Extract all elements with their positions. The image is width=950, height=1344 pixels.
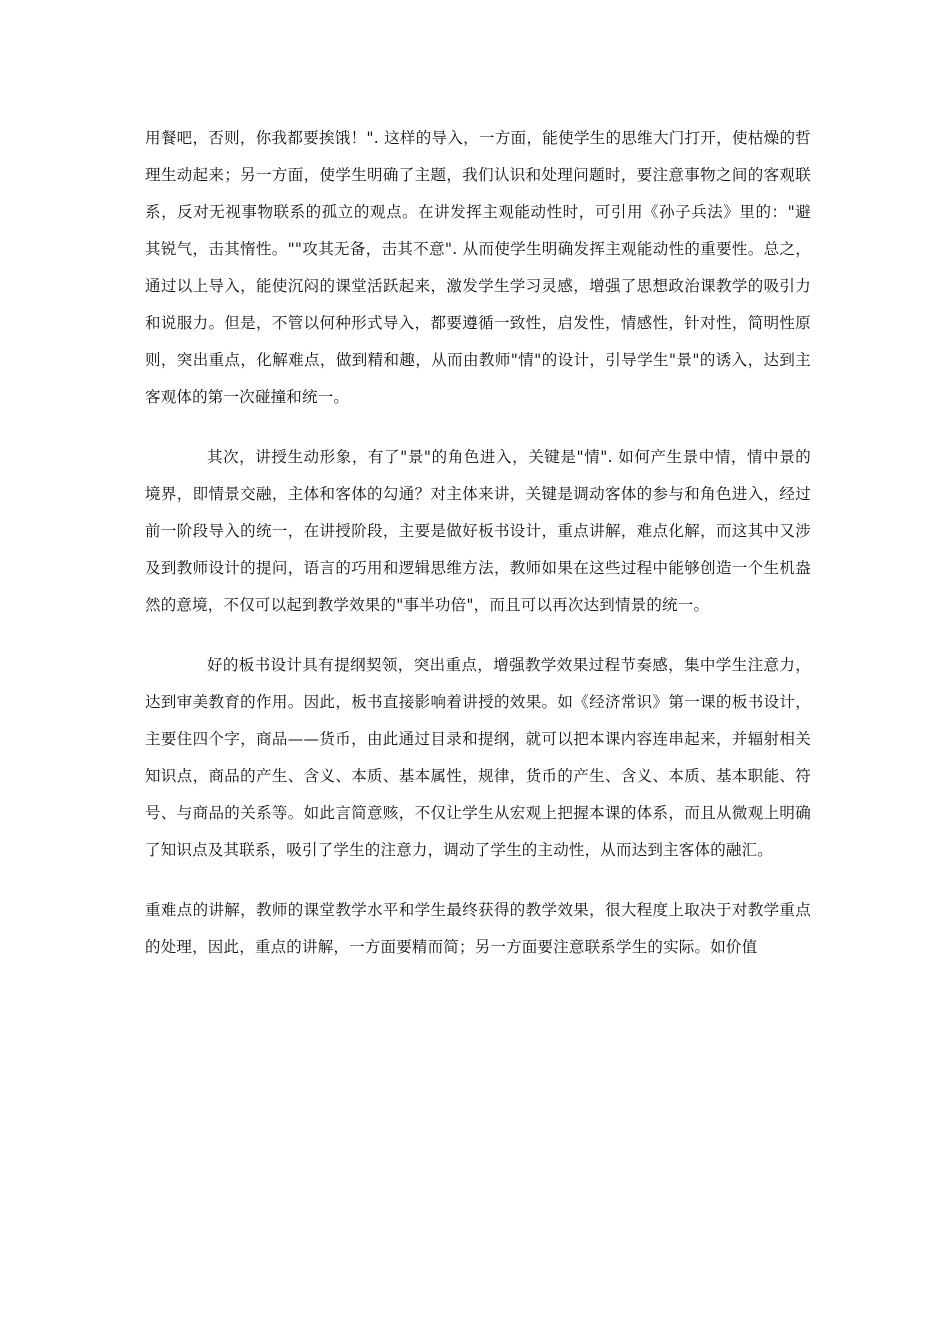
paragraph-gap [145,416,811,439]
document-body [145,120,811,966]
paragraph-gap [145,624,811,647]
paragraph-1: 用餐吧，否则，你我都要挨饿！". 这样的导入，一方面，能使学生的思维大门打开，使枯燥的哲理生动起来；另一方面，使学生明确了主题，我们认识和处理问题时，要注意事物之间的客观联系，反对无视事物联系的孤立的观点。在讲发挥主观能动性时，可引用《孙子兵法》里的："避其锐气，击其惰性。""攻其无备，击其不意". 从而使学生明确发挥主观能动性的重要性。总之，通过以上导入，能使沉闷的课堂活跃起来，激发学生学习灵感，增强了思想政治课教学的吸引力和说服力。但是，不管以何种形式导入，都要遵循一致性，启发性，情感性，针对性，简明性原则，突出重点，化解难点，做到精和趣，从而由教师"情"的设计，引导学生"景"的诱入，达到主客观体的第一次碰撞和统一。 [145,129,811,406]
paragraph-4: 重难点的讲解，教师的课堂教学水平和学生最终获得的教学效果，很大程度上取决于对教学重点的处理，因此，重点的讲解，一方面要精而简；另一方面要注意联系学生的实际。如价值 [145,901,811,956]
paragraph-2: 其次，讲授生动形象，有了"景"的角色进入，关键是"情". 如何产生景中情，情中景的境界，即情景交融，主体和客体的勾通？对主体来讲，关键是调动客体的参与和角色进入，经过前一阶段导入的统一，在讲授阶段，主要是做好板书设计，重点讲解，难点化解，而这其中又涉及到教师设计的提问，语言的巧用和逻辑思维方法，教师如果在这些过程中能够创造一个生机盎然的意境，不仅可以起到教学效果的"事半功倍"，而且可以再次达到情景的统一。 [145,448,811,614]
paragraph-3: 好的板书设计具有提纲契领，突出重点，增强教学效果过程节奏感，集中学生注意力，达到审美教育的作用。因此，板书直接影响着讲授的效果。如《经济常识》第一课的板书设计，主要住四个字，商品——货币，由此通过目录和提纲，就可以把本课内容连串起来，并辐射相关知识点，商品的产生、含义、本质、基本属性，规律，货币的产生、含义、本质、基本职能、符号、与商品的关系等。如此言简意赅，不仅让学生从宏观上把握本课的体系，而且从微观上明确了知识点及其联系，吸引了学生的注意力，调动了学生的主动性，从而达到主客体的融汇。 [145,656,811,859]
paragraph-gap [145,869,811,892]
